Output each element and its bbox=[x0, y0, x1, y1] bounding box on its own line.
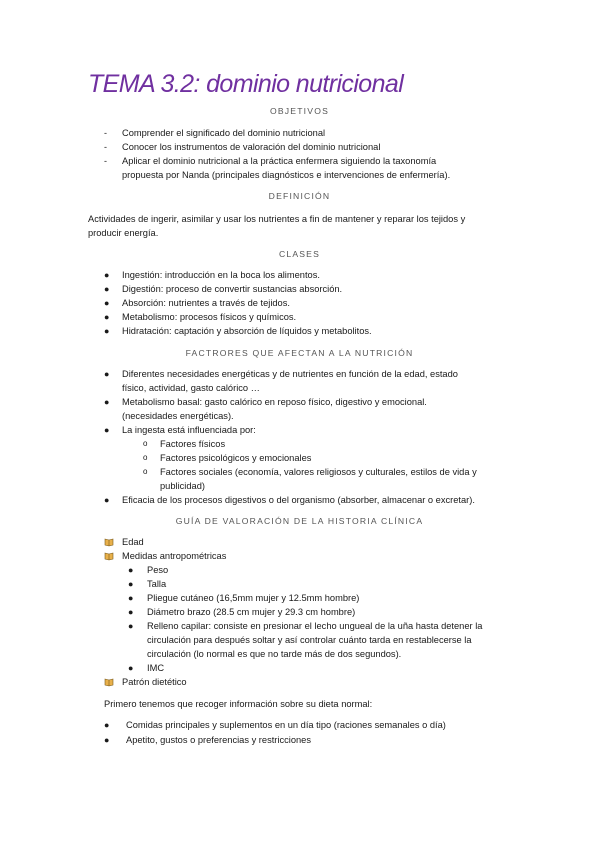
dash-marker: - bbox=[104, 142, 107, 152]
bullet-marker: ● bbox=[128, 579, 134, 589]
guia-subitem: Talla bbox=[147, 579, 167, 589]
definicion-text: Actividades de ingerir, asimilar y usar los nutrientes a fin de mantener y reparar los tejidos y bbox=[88, 214, 466, 224]
bullet-marker: ● bbox=[104, 326, 110, 336]
circle-marker: o bbox=[143, 467, 148, 476]
factor-item-continuation: (necesidades energéticas). bbox=[122, 411, 234, 421]
clase-item: Ingestión: introducción en la boca los alimentos. bbox=[122, 270, 320, 280]
book-icon bbox=[104, 677, 114, 687]
guia-diet-item: Apetito, gustos o preferencias y restricciones bbox=[126, 735, 311, 745]
objetivo-item: Conocer los instrumentos de valoración del dominio nutricional bbox=[122, 142, 381, 152]
bullet-marker: ● bbox=[104, 369, 110, 379]
heading-guia: GUÍA DE VALORACIÓN DE LA HISTORIA CLÍNICA bbox=[175, 516, 424, 526]
objetivo-item: Aplicar el dominio nutricional a la práctica enfermera siguiendo la taxonomía bbox=[122, 156, 437, 166]
heading-clases: CLASES bbox=[278, 249, 321, 259]
guia-item: Patrón dietético bbox=[122, 677, 187, 687]
guia-subitem: Pliegue cutáneo (16,5mm mujer y 12.5mm hombre) bbox=[147, 593, 360, 603]
guia-subitem: IMC bbox=[147, 663, 165, 673]
factor-subitem: Factores sociales (economía, valores religiosos y culturales, estilos de vida y bbox=[160, 467, 477, 477]
objetivo-item-continuation: propuesta por Nanda (principales diagnósticos e intervenciones de enfermería). bbox=[122, 170, 451, 180]
factor-subitem-continuation: publicidad) bbox=[160, 481, 205, 491]
factor-item: Diferentes necesidades energéticas y de nutrientes en función de la edad, estado bbox=[122, 369, 458, 379]
bullet-marker: ● bbox=[128, 593, 134, 603]
guia-subitem-continuation: circulación para después soltar y así controlar cuánto tarda en restablecerse la bbox=[147, 635, 472, 645]
guia-subitem: Peso bbox=[147, 565, 169, 575]
clase-item: Hidratación: captación y absorción de líquidos y metabolitos. bbox=[122, 326, 372, 336]
guia-paragraph: Primero tenemos que recoger información sobre su dieta normal: bbox=[104, 699, 373, 709]
bullet-marker: ● bbox=[104, 720, 110, 730]
bullet-marker: ● bbox=[104, 298, 110, 308]
clase-item: Digestión: proceso de convertir sustancias absorción. bbox=[122, 284, 343, 294]
factor-item: Metabolismo basal: gasto calórico en reposo físico, digestivo y emocional. bbox=[122, 397, 427, 407]
heading-factores: FACTRORES QUE AFECTAN A LA NUTRICIÓN bbox=[185, 348, 414, 358]
guia-subitem-continuation: circulación (lo normal es que no tarde más de dos segundos). bbox=[147, 649, 402, 659]
bullet-marker: ● bbox=[128, 607, 134, 617]
bullet-marker: ● bbox=[104, 397, 110, 407]
factor-subitem: Factores psicológicos y emocionales bbox=[160, 453, 312, 463]
bullet-marker: ● bbox=[128, 621, 134, 631]
guia-subitem: Relleno capilar: consiste en presionar el lecho ungueal de la uña hasta detener la bbox=[147, 621, 483, 631]
heading-objetivos: OBJETIVOS bbox=[269, 106, 330, 116]
factor-subitem: Factores físicos bbox=[160, 439, 226, 449]
heading-definicion: DEFINICIÓN bbox=[268, 191, 331, 201]
factor-item: Eficacia de los procesos digestivos o del organismo (absorber, almacenar o excretar). bbox=[122, 495, 475, 505]
guia-diet-item: Comidas principales y suplementos en un día tipo (raciones semanales o día) bbox=[126, 720, 446, 730]
circle-marker: o bbox=[143, 439, 148, 448]
objetivo-item: Comprender el significado del dominio nutricional bbox=[122, 128, 326, 138]
page-title: TEMA 3.2: dominio nutricional bbox=[88, 70, 404, 98]
book-icon bbox=[104, 551, 114, 561]
circle-marker: o bbox=[143, 453, 148, 462]
book-icon bbox=[104, 537, 114, 547]
bullet-marker: ● bbox=[104, 270, 110, 280]
factor-item: La ingesta está influenciada por: bbox=[122, 425, 256, 435]
dash-marker: - bbox=[104, 156, 107, 166]
bullet-marker: ● bbox=[104, 495, 110, 505]
definicion-text: producir energía. bbox=[88, 228, 159, 238]
bullet-marker: ● bbox=[128, 565, 134, 575]
guia-item: Edad bbox=[122, 537, 144, 547]
factor-item-continuation: físico, actividad, gasto calórico … bbox=[122, 383, 260, 393]
guia-subitem: Diámetro brazo (28.5 cm mujer y 29.3 cm hombre) bbox=[147, 607, 356, 617]
bullet-marker: ● bbox=[128, 663, 134, 673]
bullet-marker: ● bbox=[104, 284, 110, 294]
bullet-marker: ● bbox=[104, 735, 110, 745]
guia-item: Medidas antropométricas bbox=[122, 551, 227, 561]
dash-marker: - bbox=[104, 128, 107, 138]
clase-item: Metabolismo: procesos físicos y químicos. bbox=[122, 312, 297, 322]
clase-item: Absorción: nutrientes a través de tejidos. bbox=[122, 298, 290, 308]
bullet-marker: ● bbox=[104, 425, 110, 435]
bullet-marker: ● bbox=[104, 312, 110, 322]
